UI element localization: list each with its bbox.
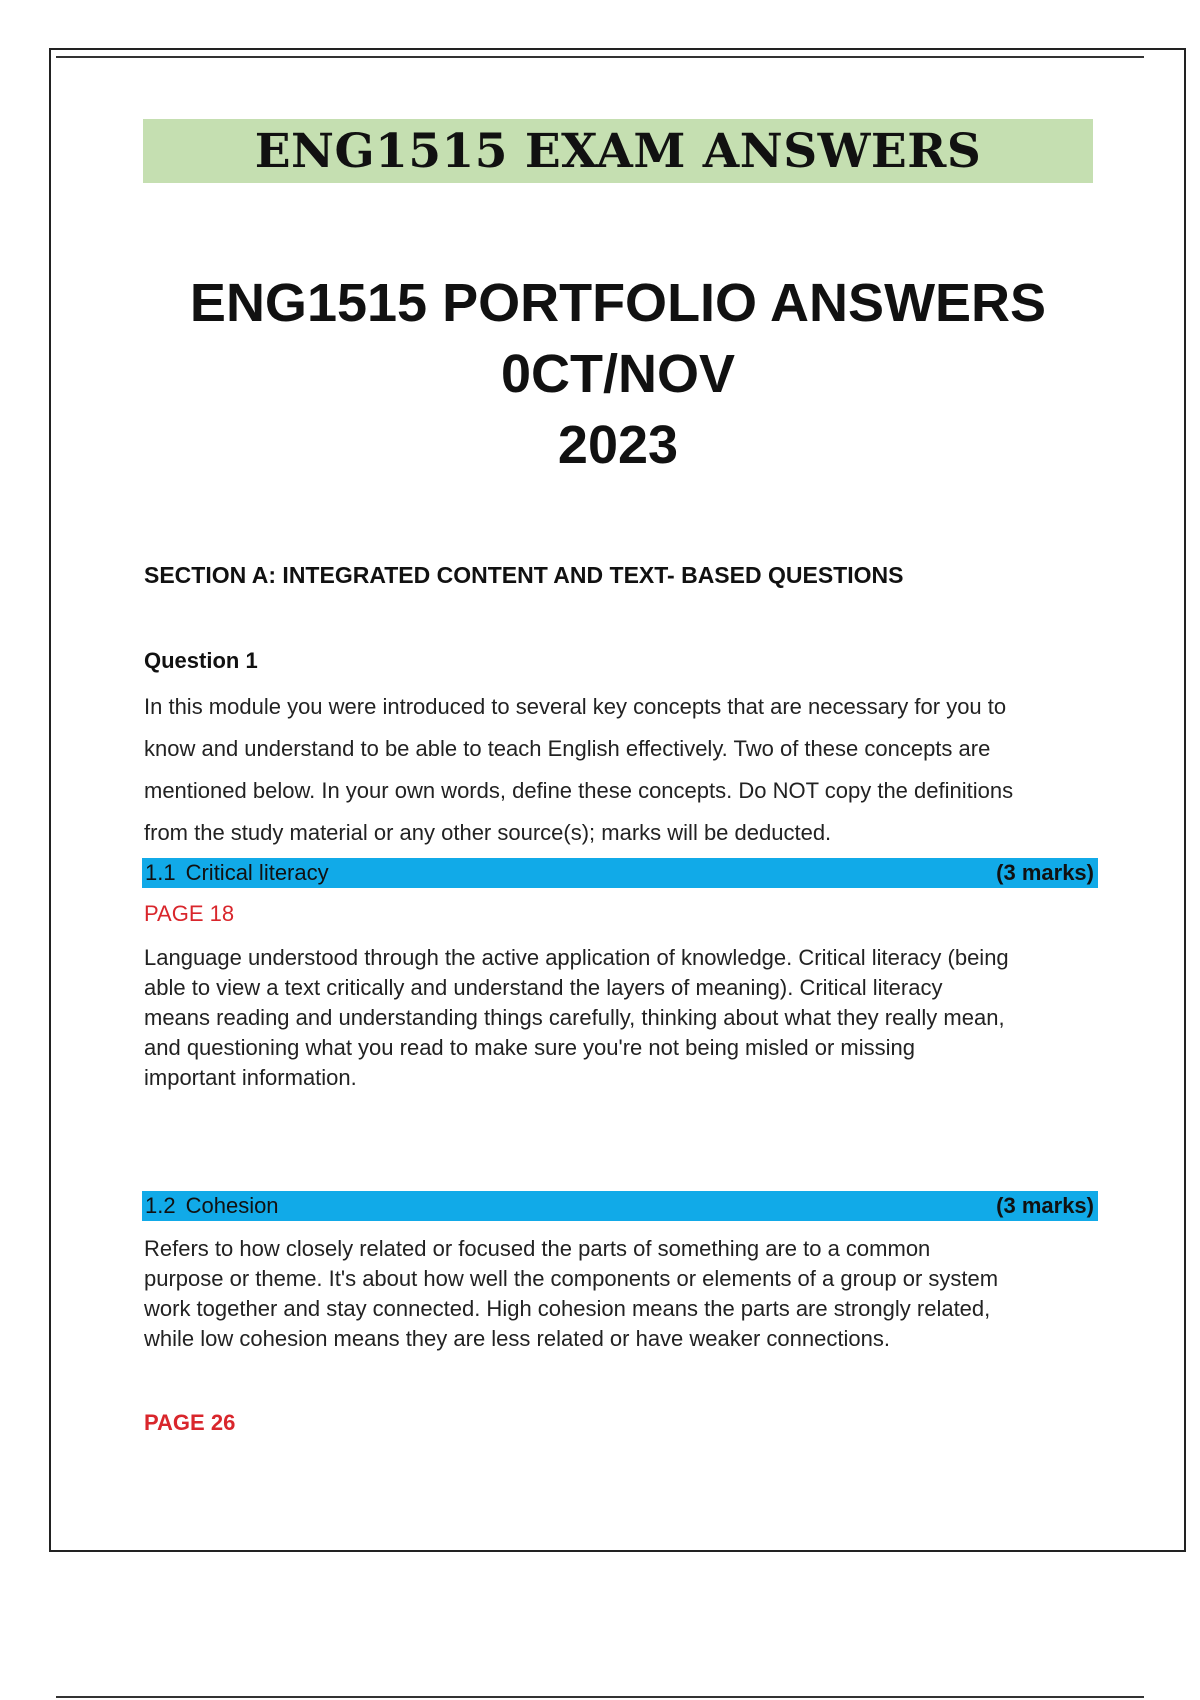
question-topic: Cohesion bbox=[185, 1193, 279, 1218]
question-instructions bbox=[144, 686, 1104, 854]
title-line-3: 2023 bbox=[557, 415, 679, 475]
question-number: 1.2 bbox=[145, 1193, 176, 1218]
banner-title: ENG1515 EXAM ANSWERS bbox=[254, 123, 982, 179]
question-topic: Critical literacy bbox=[185, 860, 329, 885]
answer-line: Refers to how closely related or focused the parts of something are to a common bbox=[144, 1236, 931, 1261]
instruction-line: from the study material or any other source(s); marks will be deducted. bbox=[144, 820, 832, 845]
section-heading: SECTION A: INTEGRATED CONTENT AND TEXT- BASED QUESTIONS bbox=[144, 562, 904, 588]
instruction-line: In this module you were introduced to several key concepts that are necessary for you to bbox=[144, 694, 1007, 719]
question-title bbox=[145, 1193, 279, 1219]
answer-line: while low cohesion means they are less related or have weaker connections. bbox=[144, 1326, 890, 1351]
answer-cohesion bbox=[144, 1234, 1104, 1354]
question-bar-critical-literacy bbox=[142, 858, 1098, 888]
answer-critical-literacy bbox=[144, 943, 1104, 1093]
answer-line: Language understood through the active application of knowledge. Critical literacy (being bbox=[144, 945, 1009, 970]
instruction-line: know and understand to be able to teach English effectively. Two of these concepts are bbox=[144, 736, 991, 761]
title-line-2: 0CT/NOV bbox=[500, 344, 736, 404]
answer-line: and questioning what you read to make sure you're not being misled or missing bbox=[144, 1035, 915, 1060]
marks-label: (3 marks) bbox=[996, 1193, 1094, 1218]
page-reference: PAGE 26 bbox=[144, 1410, 236, 1435]
question-bar-cohesion bbox=[142, 1191, 1098, 1221]
answer-line: important information. bbox=[144, 1065, 357, 1090]
instruction-line: mentioned below. In your own words, define these concepts. Do NOT copy the definitions bbox=[144, 778, 1014, 803]
marks-label: (3 marks) bbox=[996, 860, 1094, 885]
answer-line: able to view a text critically and understand the layers of meaning). Critical literacy bbox=[144, 975, 943, 1000]
page-title bbox=[143, 268, 1093, 481]
answer-line: purpose or theme. It's about how well the components or elements of a group or system bbox=[144, 1266, 999, 1291]
title-line-1: ENG1515 PORTFOLIO ANSWERS bbox=[189, 273, 1047, 333]
question-title bbox=[145, 860, 329, 886]
answer-line: means reading and understanding things carefully, thinking about what they really mean, bbox=[144, 1005, 1005, 1030]
page-reference: PAGE 18 bbox=[144, 901, 235, 926]
title-banner bbox=[143, 119, 1093, 183]
question-label: Question 1 bbox=[144, 648, 258, 673]
bottom-rule bbox=[56, 1696, 1144, 1698]
question-number: 1.1 bbox=[145, 860, 176, 885]
answer-line: work together and stay connected. High cohesion means the parts are strongly related, bbox=[144, 1296, 991, 1321]
